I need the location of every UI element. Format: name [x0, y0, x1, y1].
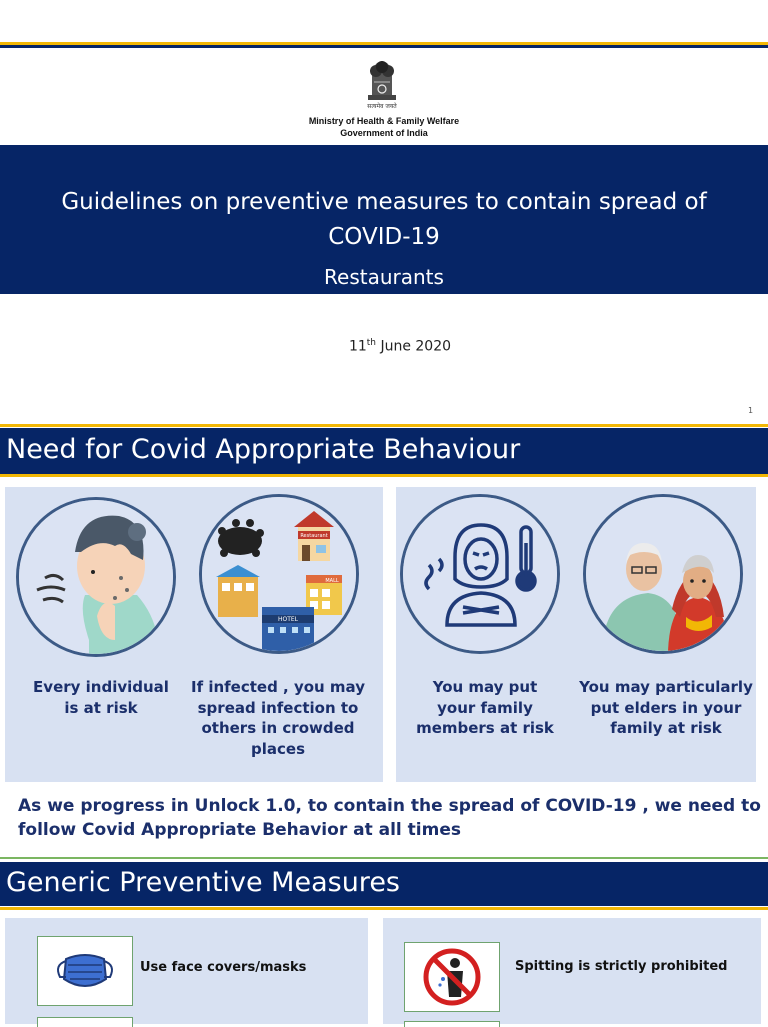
slide-2-title: Need for Covid Appropriate Behaviour: [6, 434, 521, 465]
caption-2-line-1: If infected , you may: [190, 678, 366, 696]
slide-2-gold-stripe-bottom: [0, 474, 768, 477]
slide-3-green-stripe: [0, 857, 768, 859]
mall-sign-text: MALL: [325, 578, 339, 584]
caption-1-line-2: is at risk: [64, 698, 138, 717]
ministry-name: Ministry of Health & Family Welfare: [308, 116, 460, 126]
measure-label-spitting: Spitting is strictly prohibited: [515, 959, 728, 974]
sick-woman-thermometer-icon: [400, 494, 560, 654]
caption-3-line-1: You may put: [432, 678, 538, 696]
caption-4-line-3: family at risk: [610, 719, 722, 737]
emblem-motto: सत्यमेव जयते: [367, 103, 397, 110]
measure-label-masks: Use face covers/masks: [140, 960, 307, 975]
government-name: Government of India: [340, 128, 428, 138]
caption-2-line-3: others in crowded places: [201, 719, 355, 758]
date-day: 11: [348, 338, 367, 355]
slide-1-subtitle: Restaurants: [324, 265, 444, 289]
coughing-person-icon: [16, 497, 176, 657]
date-suffix: th: [366, 338, 377, 348]
partial-icon-box-left: [37, 1017, 133, 1027]
slide-1-title-line-1: Guidelines on preventive measures to contain spread of: [61, 189, 707, 215]
date-month-year: June 2020: [376, 338, 452, 355]
elderly-couple-icon: [583, 494, 743, 654]
unlock-message-line-1: As we progress in Unlock 1.0, to contain the spread of COVID-19 , we need to: [18, 796, 761, 816]
hotel-sign-text: HOTEL: [277, 616, 299, 623]
top-navy-stripe: [0, 45, 768, 48]
page-number: 1: [748, 406, 754, 415]
caption-family-members: [410, 677, 560, 739]
caption-3-line-2: your family: [437, 698, 533, 717]
caption-if-infected: [177, 677, 379, 759]
caption-4-line-1: You may particularly: [579, 678, 753, 696]
caption-1-line-1: Every individual: [33, 678, 169, 696]
unlock-message-line-2: follow Covid Appropriate Behavior at all times: [18, 820, 461, 840]
slide-1-title-line-2: COVID-19: [328, 224, 440, 250]
partial-icon-box-right: [404, 1021, 500, 1027]
caption-elders: [576, 677, 756, 739]
slide-3-gold-stripe: [0, 907, 768, 910]
face-mask-icon: [37, 936, 133, 1006]
caption-2-line-2: spread infection to: [197, 698, 359, 717]
crowded-places-icon: [199, 494, 359, 654]
caption-3-line-3: members at risk: [416, 719, 554, 737]
unlock-message: [18, 794, 763, 842]
caption-every-individual: [16, 677, 186, 718]
restaurant-sign-text: Restaurant: [300, 533, 328, 539]
slide-2-gold-stripe: [0, 424, 768, 427]
caption-4-line-2: put elders in your: [590, 698, 742, 717]
slide-1-date: [0, 338, 768, 355]
no-spitting-icon: [404, 942, 500, 1012]
slide-3-title: Generic Preventive Measures: [6, 867, 400, 898]
